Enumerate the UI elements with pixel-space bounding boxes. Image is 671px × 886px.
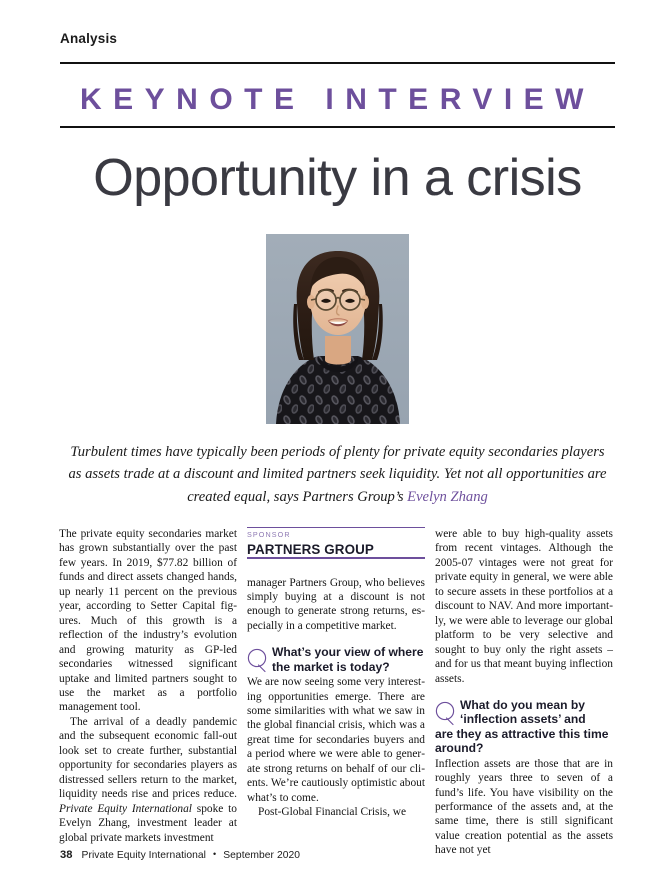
sponsor-rule-bottom bbox=[247, 557, 425, 558]
paragraph: Post-Global Financial Crisis, we bbox=[258, 806, 407, 819]
header-rule-top bbox=[60, 62, 615, 64]
sponsor-name: PARTNERS GROUP bbox=[247, 541, 374, 557]
footer-issue: September 2020 bbox=[223, 850, 301, 861]
question-text: What’s your view of where the market is today? bbox=[272, 645, 424, 674]
question-line-rest: are they as attractive this time around? bbox=[435, 726, 609, 756]
article-standfirst bbox=[68, 441, 607, 508]
question-q-icon bbox=[435, 699, 457, 729]
sponsor-box bbox=[247, 527, 425, 559]
paragraph: Inflection assets are those that are in roughly years three to seven of a fund’s life. You have visibility on the performance of the assets and, at the same time, there is still significant value creation potential as the assets have not yet bbox=[435, 757, 613, 857]
section-kicker: Analysis bbox=[60, 31, 118, 46]
standfirst-text: Turbulent times have typically been periods of plenty for private equity secondaries players as assets trade at a discount and limited partners seek liquidity. Yet not all opportunities are created equal, says Partners Group’s bbox=[68, 444, 607, 505]
paragraph: manager Partners Group, who believes simply buying at a discount is not enough to generate strong returns, especially in a competitive market. bbox=[247, 576, 425, 632]
paragraph: We are now seeing some very interesting opportunities emerge. There are some similarities with what we saw in the global financial crisis, which was a great time for secondaries buyers and a period where we were able to generate strong returns on behalf of our clients. We’re cautiously optimistic about what’s to come. bbox=[247, 676, 425, 804]
paragraph-text-cont: spoke to Evelyn Zhang, investment leader at global private markets investment bbox=[59, 802, 237, 844]
body-column-1 bbox=[59, 527, 237, 845]
footer-separator: • bbox=[213, 849, 217, 859]
header-rule-bottom bbox=[60, 126, 615, 128]
question-block bbox=[247, 645, 425, 674]
paragraph: were able to buy high-quality assets from recent vintages. Although the 2005-07 vintages were not great for private equity in general, we were able to secure assets in these portfolios at a discount to NAV. And more importantly, we were able to leverage our global platform to be very selective and sought to buy only the right assets – and for us that meant buying inflection assets. bbox=[435, 528, 613, 685]
question-text bbox=[435, 698, 613, 756]
body-column-2 bbox=[247, 527, 425, 820]
standfirst-byline: Evelyn Zhang bbox=[407, 488, 488, 505]
question-q-icon bbox=[247, 646, 269, 676]
question-line-2: ‘inflection assets’ and bbox=[460, 712, 586, 727]
paragraph-text: The arrival of a deadly pandemic and the subsequent economic fall-out look set to create further, substantial opportunity for secondaries players as distressed sellers return to the market, liquidity needs rise and prices reduce. bbox=[59, 715, 237, 801]
article-headline: Opportunity in a crisis bbox=[93, 149, 582, 207]
sponsor-label: SPONSOR bbox=[247, 530, 291, 540]
portrait-photo bbox=[266, 234, 409, 424]
publication-italic: Private Equity International bbox=[59, 802, 192, 815]
question-line-1: What do you mean by bbox=[460, 697, 585, 712]
body-column-3 bbox=[435, 527, 613, 858]
paragraph: The private equity secondaries market has grown substantially over the past few years. In 2019, $77.82 billion of funds and direct assets changed hands, up nearly 11 percent on the previous year, according to Setter Capital figures. Much of this growth is a reflection of the industry’s evolution and growing maturity as GP-led secondaries witnessed significant uptake and limited partners sought to use the market as a portfolio management tool. bbox=[59, 528, 237, 714]
page-title: KEYNOTE INTERVIEW bbox=[80, 83, 595, 116]
question-block bbox=[435, 698, 613, 756]
page-number: 38 bbox=[60, 849, 73, 861]
paragraph bbox=[59, 715, 237, 845]
footer-publication: Private Equity International bbox=[81, 850, 207, 861]
page-footer bbox=[60, 849, 300, 861]
